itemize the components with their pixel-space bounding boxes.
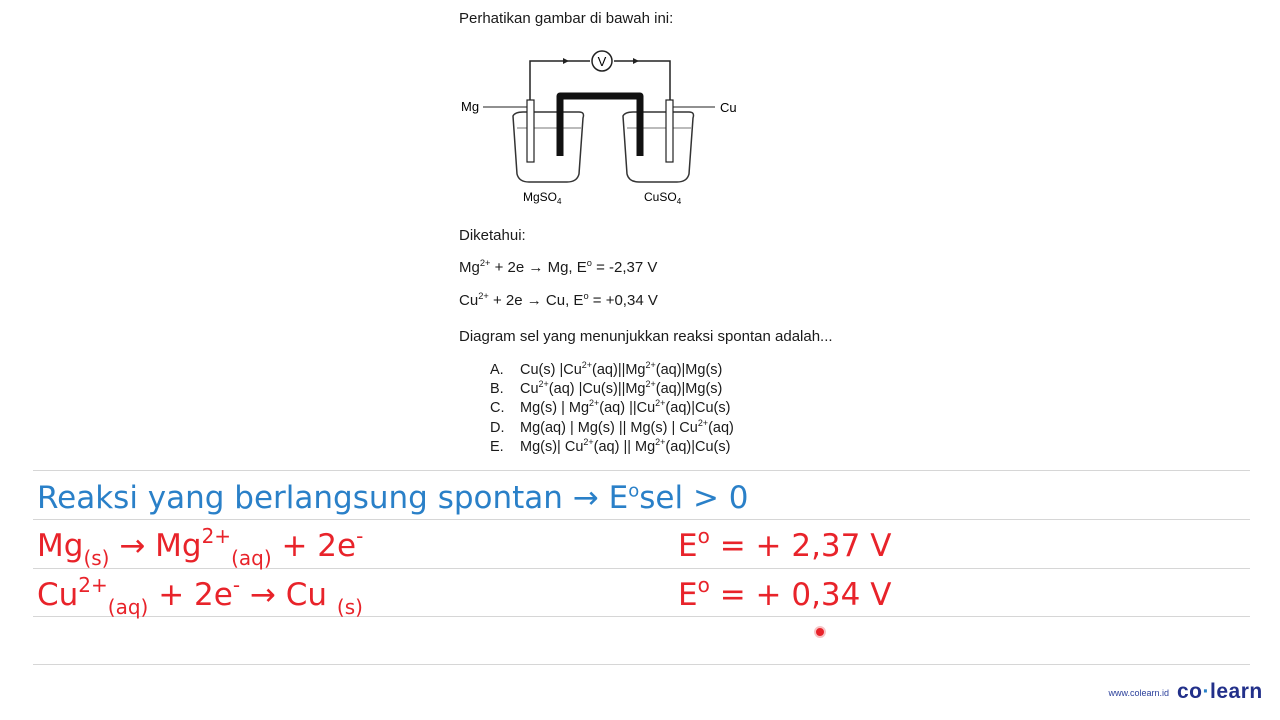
option-d[interactable]: D. Mg(aq) | Mg(s) || Mg(s) | $Cu^{2+}(aq)$ bbox=[490, 417, 734, 436]
cuso4-label: CuSO$_4$ bbox=[644, 190, 682, 206]
reduction-equation-cu: $Cu^{2+} + 2e \to Cu$, $E^o = +0,34$ V bbox=[459, 291, 658, 309]
cu-electrode-label: Cu bbox=[720, 100, 737, 115]
divider bbox=[33, 616, 1250, 617]
solution-oxidation-mg: $Mg_{(s)} \to Mg^{2+}_{(aq)} + 2e^-$ bbox=[37, 524, 364, 570]
solution-potential-mg: $E^o$ = + 2,37 V bbox=[678, 524, 892, 564]
question-title: Perhatikan gambar di bawah ini: bbox=[459, 10, 674, 27]
colearn-logo: co·learn bbox=[1177, 680, 1263, 703]
electrochemical-cell-diagram bbox=[455, 44, 755, 209]
mgso4-label: MgSO$_4$ bbox=[523, 190, 562, 206]
solution-spontaneous-statement: Reaksi yang berlangsung spontan → $E^osel > 0$ bbox=[37, 480, 749, 516]
footer-url[interactable]: www.colearn.id bbox=[1108, 688, 1169, 698]
pointer-dot-icon bbox=[814, 626, 826, 638]
svg-text:V: V bbox=[597, 54, 607, 69]
option-e[interactable]: E. Mg(s)| $Cu^{2+}(aq)$ || $Mg^{2+}(aq)|Cu(s)$ bbox=[490, 436, 731, 455]
option-a[interactable]: A. Cu(s) $|Cu^{2+}(aq)||Mg^{2+}(aq)|Mg(s)$ bbox=[490, 360, 723, 378]
divider bbox=[33, 664, 1250, 665]
question-prompt: Diagram sel yang menunjukkan reaksi spontan adalah... bbox=[459, 328, 833, 345]
option-b[interactable]: B. $Cu^{2+}(aq)$ $|Cu(s)||Mg^{2+}(aq)|Mg(s)$ bbox=[490, 379, 723, 398]
answer-options bbox=[490, 361, 734, 457]
option-c[interactable]: C. Mg(s) | $Mg^{2+}(aq)$ $||Cu^{2+}(aq)|Cu(s)$ bbox=[490, 398, 731, 417]
mg-electrode-label: Mg bbox=[461, 99, 480, 114]
reduction-equation-mg: $Mg^{2+} + 2e \to Mg$, $E^o = -2,37$ V bbox=[459, 258, 658, 276]
known-label: Diketahui: bbox=[459, 227, 526, 244]
solution-potential-cu: $E^o$ = + 0,34 V bbox=[678, 573, 892, 613]
divider bbox=[33, 568, 1250, 569]
divider bbox=[33, 519, 1250, 520]
solution-reduction-cu: $Cu^{2+}_{(aq)} + 2e^- \to Cu$ $_{(s)}$ bbox=[37, 573, 363, 619]
divider bbox=[33, 470, 1250, 471]
